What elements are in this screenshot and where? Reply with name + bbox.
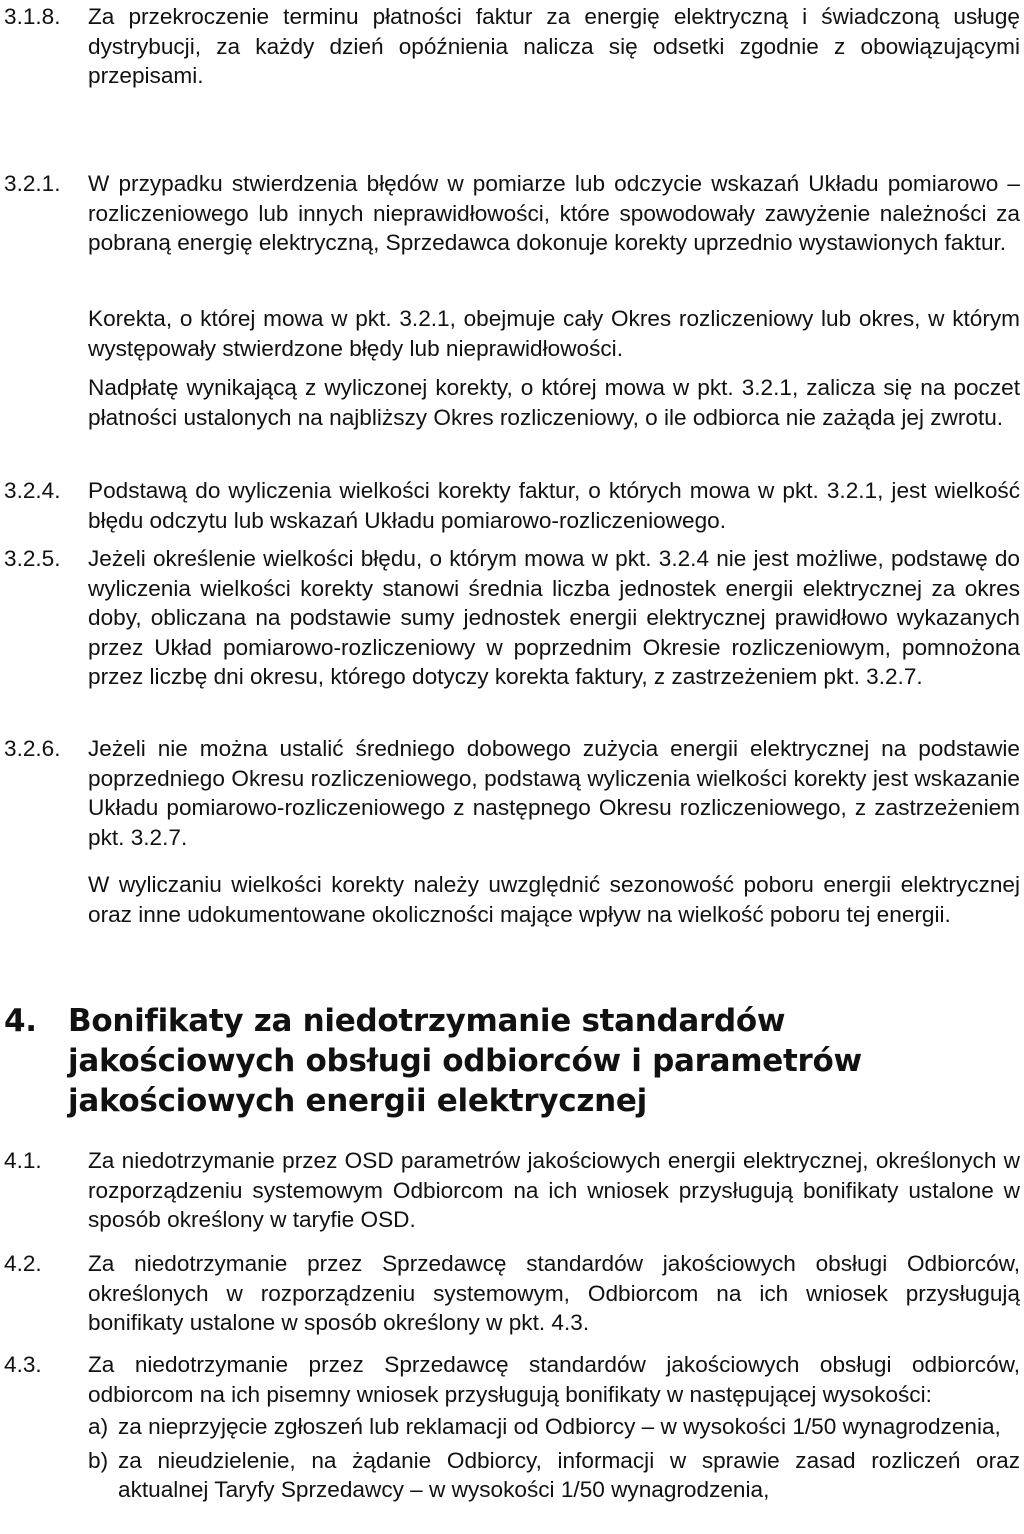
point-4-2 <box>4 1249 1020 1338</box>
chapter-heading <box>4 1001 1020 1121</box>
bonus-list <box>88 1412 1020 1509</box>
point-text: Za niedotrzymanie przez OSD parametrów jakościowych energii elektrycznej, określonych w rozporządzeniu systemowym Odbiorcom na ich wniosek przysługują bonifikaty ustalone w sposób określony w taryfie OSD. <box>88 1148 1020 1232</box>
clause-text: W przypadku stwierdzenia błędów w pomiarze lub odczycie wskazań Układu pomiarowo – rozliczeniowego lub innych nieprawidłowości, które spowodowały zawyżenie należności za pobraną energię elektryczną, Sprzedawca dokonuje korekty uprzednio wystawionych faktur. <box>88 171 1020 255</box>
point-4-3 <box>4 1350 1020 1409</box>
clause-number: 3.2.5. <box>4 546 61 571</box>
clause-3-2-5 <box>4 544 1020 692</box>
list-item-letter: b) <box>88 1447 109 1473</box>
clause-text: Jeżeli nie można ustalić średniego dobowego zużycia energii elektrycznej na podstawie poprzedniego Okresu rozliczeniowego, podstawą wyliczenia wielkości korekty jest wskazanie Układu pomiarowo-rozliczeniowego z następnego Okresu rozliczeniowego, z zastrzeżeniem pkt. 3.2.7. <box>88 736 1020 850</box>
clause-3-2-4 <box>4 476 1020 535</box>
list-item <box>88 1446 1020 1505</box>
list-item-text: za nieudzielenie, na żądanie Odbiorcy, informacji w sprawie zasad rozliczeń oraz aktualnej Taryfy Sprzedawcy – w wysokości 1/50 wynagrodzenia, <box>118 1447 1020 1502</box>
chapter-title: Bonifikaty za niedotrzymanie standardów jakościowych obsługi odbiorców i parametrów jakościowych energii elektrycznej <box>68 1003 862 1119</box>
clause-3-2-1 <box>4 169 1020 258</box>
clause-number: 3.2.1. <box>4 171 61 196</box>
point-number: 4.2. <box>4 1251 42 1276</box>
chapter-number: 4. <box>4 1003 37 1039</box>
clause-3-1-8 <box>4 2 1020 91</box>
clause-paragraph: Korekta, o której mowa w pkt. 3.2.1, obejmuje cały Okres rozliczeniowy lub okres, w którym występowały stwierdzone błędy lub nieprawidłowości. <box>88 306 1020 361</box>
point-text: Za niedotrzymanie przez Sprzedawcę standardów jakościowych obsługi odbiorców, odbiorcom na ich pisemny wniosek przysługują bonifikaty w następującej wysokości: <box>88 1352 1020 1407</box>
point-number: 4.3. <box>4 1352 42 1377</box>
point-number: 4.1. <box>4 1148 42 1173</box>
clause-paragraph: Nadpłatę wynikającą z wyliczonej korekty, o której mowa w pkt. 3.2.1, zalicza się na poczet płatności ustalonych na najbliższy Okres rozliczeniowy, o ile odbiorca nie zażąda jej zwrotu. <box>88 375 1020 430</box>
list-item <box>88 1412 1020 1442</box>
point-4-1 <box>4 1146 1020 1235</box>
clause-text: Jeżeli określenie wielkości błędu, o którym mowa w pkt. 3.2.4 nie jest możliwe, podstawę do wyliczenia wielkości korekty stanowi średnia liczba jednostek energii elektrycznej za okres doby, obliczana na podstawie sumy jednostek energii elektrycznej prawidłowo wykazanych przez Układ pomiarowo-rozliczeniowy w poprzednim Okresie rozliczeniowym, pomnożona przez liczbę dni okresu, którego dotyczy korekta faktury, z zastrzeżeniem pkt. 3.2.7. <box>88 546 1020 689</box>
list-item-text: za nieprzyjęcie zgłoszeń lub reklamacji od Odbiorcy – w wysokości 1/50 wynagrodzenia, <box>118 1414 1001 1439</box>
clause-text: Podstawą do wyliczenia wielkości korekty faktur, o których mowa w pkt. 3.2.1, jest wielkość błędu odczytu lub wskazań Układu pomiarowo-rozliczeniowego. <box>88 478 1020 533</box>
point-text: Za niedotrzymanie przez Sprzedawcę standardów jakościowych obsługi Odbiorców, określonych w rozporządzeniu systemowym, Odbiorcom na ich wniosek przysługują bonifikaty ustalone w sposób określony w pkt. 4.3. <box>88 1251 1020 1335</box>
clause-number: 3.2.6. <box>4 736 61 761</box>
clause-3-2-6 <box>4 734 1020 852</box>
clause-number: 3.2.4. <box>4 478 61 503</box>
clause-paragraph: W wyliczaniu wielkości korekty należy uwzględnić sezonowość poboru energii elektrycznej oraz inne udokumentowane okoliczności mające wpływ na wielkość poboru tej energii. <box>88 872 1020 927</box>
list-item-letter: a) <box>88 1414 109 1439</box>
clause-number: 3.1.8. <box>4 4 61 29</box>
clause-text: Za przekroczenie terminu płatności faktur za energię elektryczną i świadczoną usługę dystrybucji, za każdy dzień opóźnienia nalicza się odsetki zgodnie z obowiązującymi przepisami. <box>88 4 1020 88</box>
